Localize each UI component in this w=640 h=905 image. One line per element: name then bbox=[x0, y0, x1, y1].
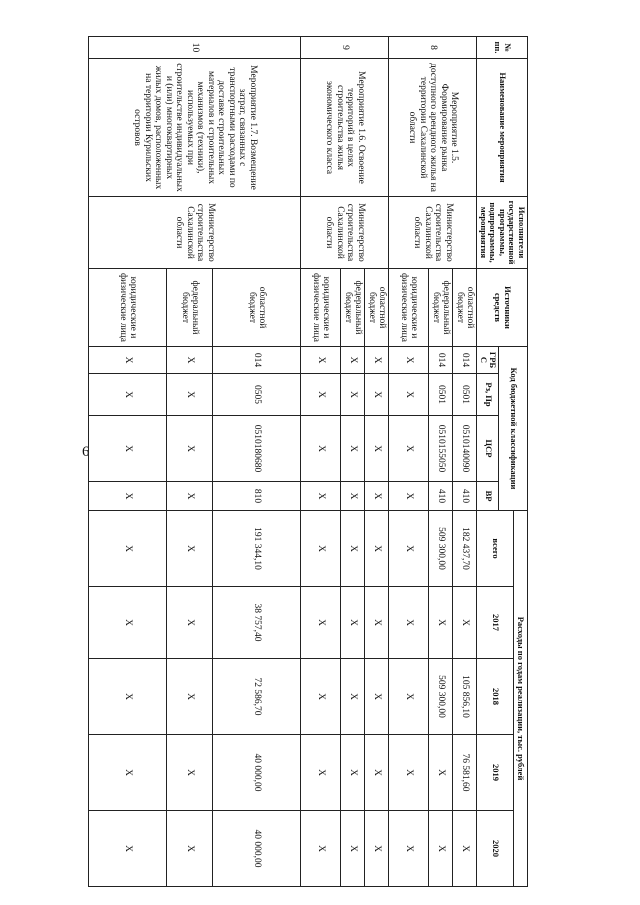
cell-vr: Х bbox=[365, 482, 389, 511]
funding-source: областной бюджет bbox=[453, 269, 477, 347]
cell-y2020: Х bbox=[429, 811, 453, 887]
header-csr: ЦСР bbox=[477, 416, 499, 482]
cell-y2018: Х bbox=[89, 659, 167, 735]
cell-rzpr: Х bbox=[89, 374, 167, 416]
cell-vr: Х bbox=[167, 482, 213, 511]
measure-name: Мероприятие 1.7. Возмещение затрат, связанных с транспортными расходами по доставке строительных материалов и строительных механизмов (техники), используемых при строительстве индивидуальных и (или) многоквартирных жилых домов, расположенных на территории Курильских островов bbox=[89, 59, 301, 197]
header-2019: 2019 bbox=[477, 735, 514, 811]
executor-cell: Министерство строительства Сахалинской области bbox=[301, 197, 389, 269]
cell-y2019: Х bbox=[389, 735, 429, 811]
cell-grbs: Х bbox=[365, 347, 389, 374]
cell-csr: Х bbox=[389, 416, 429, 482]
cell-y2018: 72 586,70 bbox=[213, 659, 301, 735]
cell-total: Х bbox=[89, 511, 167, 587]
page-number: 6 bbox=[82, 444, 90, 460]
cell-csr: Х bbox=[341, 416, 365, 482]
cell-y2020: Х bbox=[453, 811, 477, 887]
cell-grbs: Х bbox=[167, 347, 213, 374]
cell-rzpr: 0501 bbox=[429, 374, 453, 416]
cell-y2017: Х bbox=[389, 587, 429, 659]
cell-y2019: Х bbox=[89, 735, 167, 811]
cell-total: 509 300,00 bbox=[429, 511, 453, 587]
cell-vr: 410 bbox=[429, 482, 453, 511]
funding-source: федеральный бюджет bbox=[167, 269, 213, 347]
cell-y2020: 40 000,00 bbox=[213, 811, 301, 887]
cell-y2019: Х bbox=[429, 735, 453, 811]
table-row bbox=[453, 37, 477, 887]
header-num: № пп. bbox=[477, 37, 528, 59]
cell-y2020: Х bbox=[341, 811, 365, 887]
cell-y2020: Х bbox=[167, 811, 213, 887]
cell-vr: 410 bbox=[453, 482, 477, 511]
cell-grbs: Х bbox=[341, 347, 365, 374]
cell-rzpr: 0501 bbox=[453, 374, 477, 416]
cell-y2017: Х bbox=[301, 587, 341, 659]
cell-csr: 0510140090 bbox=[453, 416, 477, 482]
cell-total: Х bbox=[301, 511, 341, 587]
header-expenses: Расходы по годам реализации, тыс. рублей bbox=[514, 511, 528, 887]
funding-source: федеральный бюджет bbox=[341, 269, 365, 347]
funding-source: юридические и физические лица bbox=[301, 269, 341, 347]
header-2020: 2020 bbox=[477, 811, 514, 887]
cell-rzpr: 0505 bbox=[213, 374, 301, 416]
cell-y2018: 105 856,10 bbox=[453, 659, 477, 735]
cell-vr: 810 bbox=[213, 482, 301, 511]
cell-rzpr: Х bbox=[341, 374, 365, 416]
cell-y2018: Х bbox=[365, 659, 389, 735]
cell-total: Х bbox=[365, 511, 389, 587]
rotated-table-container bbox=[112, 36, 528, 866]
cell-y2017: Х bbox=[167, 587, 213, 659]
cell-y2017: Х bbox=[429, 587, 453, 659]
header-rzpr: Рз, Пр bbox=[477, 374, 499, 416]
cell-y2019: 40 000,00 bbox=[213, 735, 301, 811]
cell-y2017: 38 757,40 bbox=[213, 587, 301, 659]
cell-rzpr: Х bbox=[301, 374, 341, 416]
cell-y2018: Х bbox=[167, 659, 213, 735]
cell-y2019: Х bbox=[365, 735, 389, 811]
cell-total: 182 437,70 bbox=[453, 511, 477, 587]
funding-source: областной бюджет bbox=[365, 269, 389, 347]
cell-grbs: 014 bbox=[429, 347, 453, 374]
header-source: Источники средств bbox=[477, 269, 528, 347]
table-body bbox=[89, 37, 477, 887]
cell-vr: Х bbox=[301, 482, 341, 511]
cell-y2018: Х bbox=[389, 659, 429, 735]
cell-y2017: Х bbox=[453, 587, 477, 659]
funding-source: юридические и физические лица bbox=[389, 269, 429, 347]
cell-csr: 0510155050 bbox=[429, 416, 453, 482]
executor-cell: Министерство строительства Сахалинской области bbox=[89, 197, 301, 269]
cell-y2019: 76 581,60 bbox=[453, 735, 477, 811]
cell-y2018: Х bbox=[301, 659, 341, 735]
cell-rzpr: Х bbox=[365, 374, 389, 416]
cell-y2017: Х bbox=[89, 587, 167, 659]
row-number: 8 bbox=[389, 37, 477, 59]
header-vr: ВР bbox=[477, 482, 499, 511]
cell-total: Х bbox=[341, 511, 365, 587]
cell-csr: Х bbox=[167, 416, 213, 482]
cell-csr: Х bbox=[89, 416, 167, 482]
cell-csr: 0510180680 bbox=[213, 416, 301, 482]
table-row bbox=[213, 37, 301, 887]
cell-y2017: Х bbox=[341, 587, 365, 659]
cell-rzpr: Х bbox=[389, 374, 429, 416]
table-row bbox=[365, 37, 389, 887]
cell-y2017: Х bbox=[365, 587, 389, 659]
measure-name: Мероприятие 1.6. Освоение территорий в целях строительства жилья экономического класса bbox=[301, 59, 389, 197]
header-name: Наименование мероприятия bbox=[477, 59, 528, 197]
cell-rzpr: Х bbox=[167, 374, 213, 416]
cell-total: Х bbox=[167, 511, 213, 587]
header-budget-code: Код бюджетной классификации bbox=[499, 347, 528, 511]
cell-csr: Х bbox=[301, 416, 341, 482]
header-2017: 2017 bbox=[477, 587, 514, 659]
cell-vr: Х bbox=[341, 482, 365, 511]
cell-y2018: Х bbox=[341, 659, 365, 735]
cell-grbs: Х bbox=[389, 347, 429, 374]
funding-source: областной бюджет bbox=[213, 269, 301, 347]
header-total: всего bbox=[477, 511, 514, 587]
funding-source: федеральный бюджет bbox=[429, 269, 453, 347]
cell-vr: Х bbox=[89, 482, 167, 511]
row-number: 9 bbox=[301, 37, 389, 59]
cell-y2019: Х bbox=[167, 735, 213, 811]
cell-y2020: Х bbox=[365, 811, 389, 887]
executor-cell: Министерство строительства Сахалинской области bbox=[389, 197, 477, 269]
measure-name: Мероприятие 1.5. Формирование рынка доступного арендного жилья на территории Сахалинской области bbox=[389, 59, 477, 197]
cell-y2019: Х bbox=[301, 735, 341, 811]
cell-y2019: Х bbox=[341, 735, 365, 811]
row-number: 10 bbox=[89, 37, 301, 59]
budget-table bbox=[89, 36, 529, 887]
cell-grbs: 014 bbox=[213, 347, 301, 374]
cell-grbs: 014 bbox=[453, 347, 477, 374]
cell-y2020: Х bbox=[389, 811, 429, 887]
cell-y2018: 509 300,00 bbox=[429, 659, 453, 735]
header-executor: Исполнители государственной программы, подпрограммы, мероприятия bbox=[477, 197, 528, 269]
cell-y2020: Х bbox=[301, 811, 341, 887]
cell-total: Х bbox=[389, 511, 429, 587]
cell-y2020: Х bbox=[89, 811, 167, 887]
header-grbs: ГРБС bbox=[477, 347, 499, 374]
header-2018: 2018 bbox=[477, 659, 514, 735]
cell-grbs: Х bbox=[89, 347, 167, 374]
funding-source: юридические и физические лица bbox=[89, 269, 167, 347]
cell-grbs: Х bbox=[301, 347, 341, 374]
cell-total: 191 344,10 bbox=[213, 511, 301, 587]
cell-vr: Х bbox=[389, 482, 429, 511]
cell-csr: Х bbox=[365, 416, 389, 482]
